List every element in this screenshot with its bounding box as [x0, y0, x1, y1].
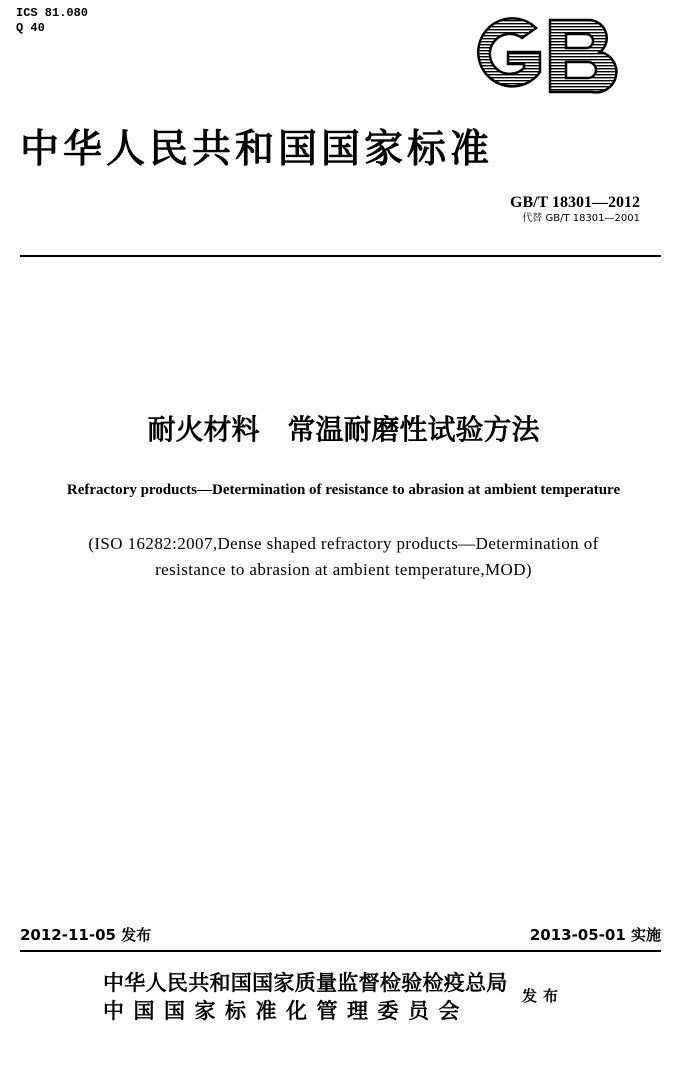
chinese-title: 耐火材料 常温耐磨性试验方法 [147, 413, 540, 446]
replaced-standard: 代替 GB/T 18301—2001 [522, 213, 640, 224]
iso-reference-line-2: resistance to abrasion at ambient temperature,MOD) [155, 560, 532, 579]
national-standard-title: 中华人民共和国国家标准 [20, 126, 494, 172]
publisher-line-1: 中华人民共和国国家质量监督检验检疫总局 [103, 971, 508, 995]
class-code: Q 40 [16, 21, 45, 35]
ics-code: ICS 81.080 [16, 6, 89, 20]
iso-reference-line-1: (ISO 16282:2007,Dense shaped refractory products—Determination of [88, 534, 599, 553]
gb-logo [464, 14, 624, 98]
implementation-date: 2013-05-01 实施 [529, 926, 661, 944]
english-title: Refractory products—Determination of resistance to abrasion at ambient temperature [66, 482, 621, 498]
publisher-line-2: 中国国家标准化管理委员会 [103, 999, 469, 1023]
footer-divider [20, 950, 661, 952]
publish-label: 发布 [522, 987, 565, 1005]
header-divider [20, 255, 661, 257]
classification-codes [16, 6, 88, 36]
iso-reference [20, 531, 667, 583]
standard-number: GB/T 18301—2012 [510, 194, 640, 211]
issue-date: 2012-11-05 发布 [20, 926, 152, 944]
